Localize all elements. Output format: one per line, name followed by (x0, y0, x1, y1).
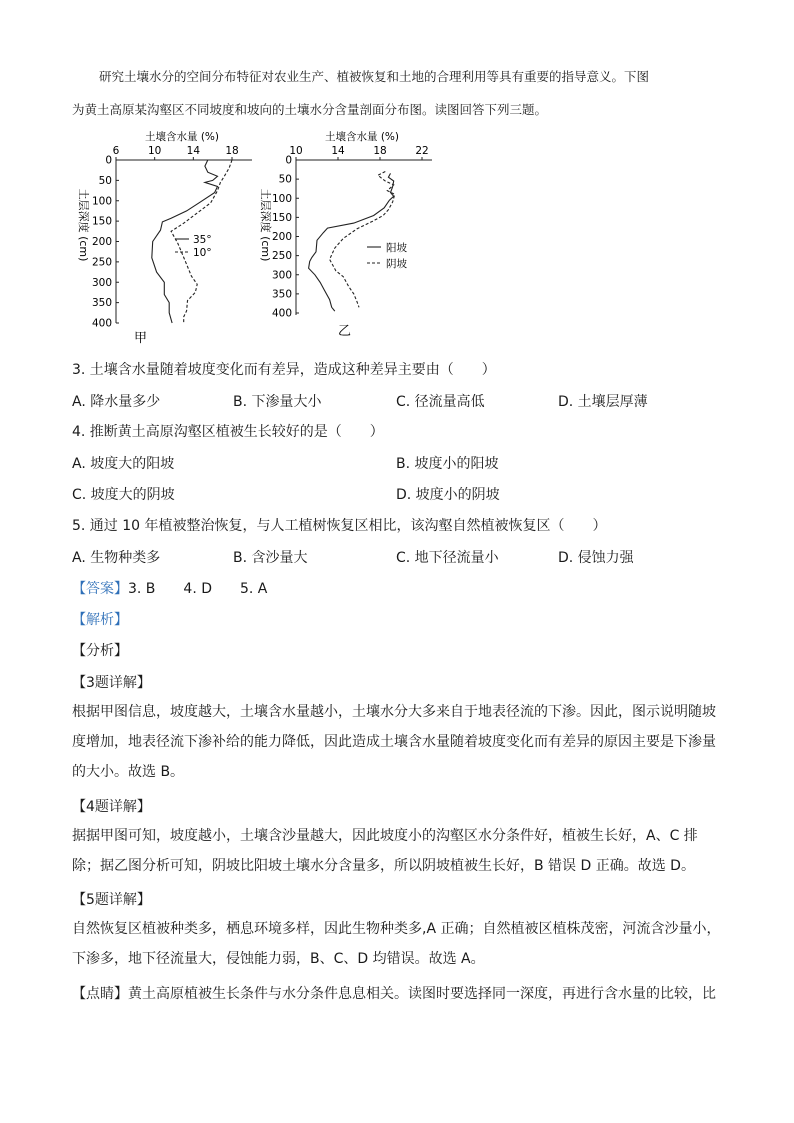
chart-jia-x-tick-label: 18 (225, 145, 239, 157)
q5-option-d[interactable]: D. 侵蚀力强 (558, 550, 634, 566)
chart-yi-x-tick-label: 22 (415, 145, 429, 157)
detail-3-line-1: 根据甲图信息，坡度越大，土壤含水量越小，土壤水分大多来自于地表径流的下渗。因此，图示说明随坡 (72, 704, 716, 720)
chart-yi-series-dashed-line (330, 172, 395, 308)
chart-jia-title: 土壤含水量 (%) (144, 131, 220, 143)
chart-jia-y-tick-label: 0 (105, 154, 112, 167)
chart-yi-x-tick-label: 10 (289, 145, 303, 157)
q3-option-a[interactable]: A. 降水量多少 (72, 394, 161, 410)
chart-jia-y-tick-label: 250 (91, 256, 112, 269)
chart-jia-label: 甲 (134, 331, 148, 346)
chart-yi-y-tick-label: 200 (271, 231, 292, 243)
q3-option-c[interactable]: C. 径流量高低 (396, 394, 485, 410)
detail-4-line-2: 除；据乙图分析可知，阴坡比阳坡土壤水分含量多，所以阴坡植被生长好，B 错误 D 正确。故选 D。 (72, 858, 695, 874)
chart-jia-x-tick-label: 6 (112, 145, 120, 157)
chart-jia-y-tick-label: 300 (91, 276, 112, 289)
chart-jia-x-tick-label: 14 (186, 145, 201, 157)
chart-jia (70, 125, 270, 347)
chart-yi-title: 土壤含水量 (%) (324, 131, 400, 143)
tip-line (72, 983, 732, 1003)
detail-3-line-3: 的大小。故选 B。 (72, 764, 185, 780)
detail-4-line-1: 据据甲图可知，坡度越小，土壤含沙量越大，因此坡度小的沟壑区水分条件好，植被生长好，A、C 排 (72, 828, 698, 844)
detail-5-body (72, 914, 722, 974)
q3-option-d[interactable]: D. 土壤层厚薄 (558, 394, 648, 410)
detail-5-line-1: 自然恢复区植被种类多，栖息环境多样，因此生物种类多,A 正确；自然植被区植株茂密，河流含沙量小， (72, 921, 721, 937)
q4-option-c[interactable]: C. 坡度大的阴坡 (72, 487, 175, 503)
chart-jia-ylabel: 土层深度 (cm) (77, 188, 90, 262)
chart-yi-series-solid-line (309, 173, 394, 311)
detail-5-line-2: 下渗多，地下径流量大，侵蚀能力弱，B、C、D 均错误。故选 A。 (72, 951, 485, 967)
detail-3-tag: 【3题详解】 (72, 675, 151, 691)
chart-jia-y-tick-label: 400 (91, 317, 112, 330)
detail-5-tag: 【5题详解】 (72, 892, 151, 908)
detail-3-line-2: 度增加，地表径流下渗补给的能力降低，因此造成土壤含水量随着坡度变化而有差异的原因主要是下渗量 (72, 734, 716, 750)
detail-4-body (72, 821, 722, 881)
chart-jia-y-tick-label: 50 (98, 174, 112, 187)
answer-line (72, 578, 267, 598)
chart-yi-y-tick-label: 400 (271, 307, 292, 320)
chart-jia-legend-label-1: 35° (193, 234, 212, 246)
chart-yi-y-tick-label: 150 (271, 211, 292, 224)
intro-line-1: 研究土壤水分的空间分布特征对农业生产、植被恢复和土地的合理利用等具有重要的指导意义。下图 (99, 69, 650, 84)
fenxi-tag: 【分析】 (72, 643, 128, 659)
chart-yi-ylabel: 土层深度 (cm) (259, 188, 272, 262)
answer-text: 3. B 4. D 5. A (128, 581, 268, 597)
chart-yi-y-tick-label: 350 (271, 288, 292, 301)
analysis-tag: 【解析】 (72, 612, 128, 628)
chart-yi-legend-label-2: 阴坡 (386, 258, 407, 270)
q4-option-b[interactable]: B. 坡度小的阳坡 (396, 456, 499, 472)
chart-yi-y-tick-label: 300 (271, 269, 292, 282)
question-4-stem: 4. 推断黄土高原沟壑区植被生长较好的是（ ） (72, 424, 384, 440)
chart-yi-label: 乙 (338, 324, 352, 339)
chart-yi-y-tick-label: 50 (278, 173, 292, 186)
detail-3-body (72, 697, 722, 787)
chart-jia-x-tick-label: 10 (147, 145, 162, 157)
chart-jia-legend-label-2: 10° (193, 247, 212, 259)
chart-yi-y-tick-label: 100 (271, 192, 292, 205)
chart-yi-legend-label-1: 阳坡 (386, 242, 407, 254)
detail-4-tag: 【4题详解】 (72, 799, 151, 815)
tip-text: 黄土高原植被生长条件与水分条件息息相关。读图时要选择同一深度，再进行含水量的比较，比 (128, 986, 716, 1002)
chart-jia-y-tick-label: 150 (91, 215, 112, 228)
answer-tag: 【答案】 (72, 581, 128, 597)
chart-jia-y-tick-label: 100 (91, 195, 112, 208)
chart-yi-y-tick-label: 250 (271, 250, 292, 263)
q4-option-d[interactable]: D. 坡度小的阴坡 (396, 487, 500, 503)
q4-option-a[interactable]: A. 坡度大的阳坡 (72, 456, 175, 472)
intro-paragraph (72, 60, 722, 126)
question-5-stem: 5. 通过 10 年植被整治恢复，与人工植树恢复区相比，该沟壑自然植被恢复区（ ） (72, 518, 607, 534)
chart-jia-y-tick-label: 350 (91, 297, 112, 310)
intro-line-2: 为黄土高原某沟壑区不同坡度和坡向的土壤水分含量剖面分布图。读图回答下列三题。 (72, 102, 548, 117)
tip-tag: 【点睛】 (72, 986, 128, 1002)
chart-jia-y-tick-label: 200 (91, 236, 112, 248)
q5-option-c[interactable]: C. 地下径流量小 (396, 550, 499, 566)
q3-option-b[interactable]: B. 下渗量大小 (233, 394, 322, 410)
chart-yi-x-tick-label: 14 (331, 145, 345, 157)
question-3-stem: 3. 土壤含水量随着坡度变化而有差异，造成这种差异主要由（ ） (72, 362, 496, 378)
q5-option-a[interactable]: A. 生物种类多 (72, 550, 161, 566)
q5-option-b[interactable]: B. 含沙量大 (233, 550, 308, 566)
chart-yi-y-tick-label: 0 (285, 154, 292, 167)
chart-yi (250, 125, 450, 347)
chart-yi-x-tick-label: 18 (373, 145, 387, 157)
